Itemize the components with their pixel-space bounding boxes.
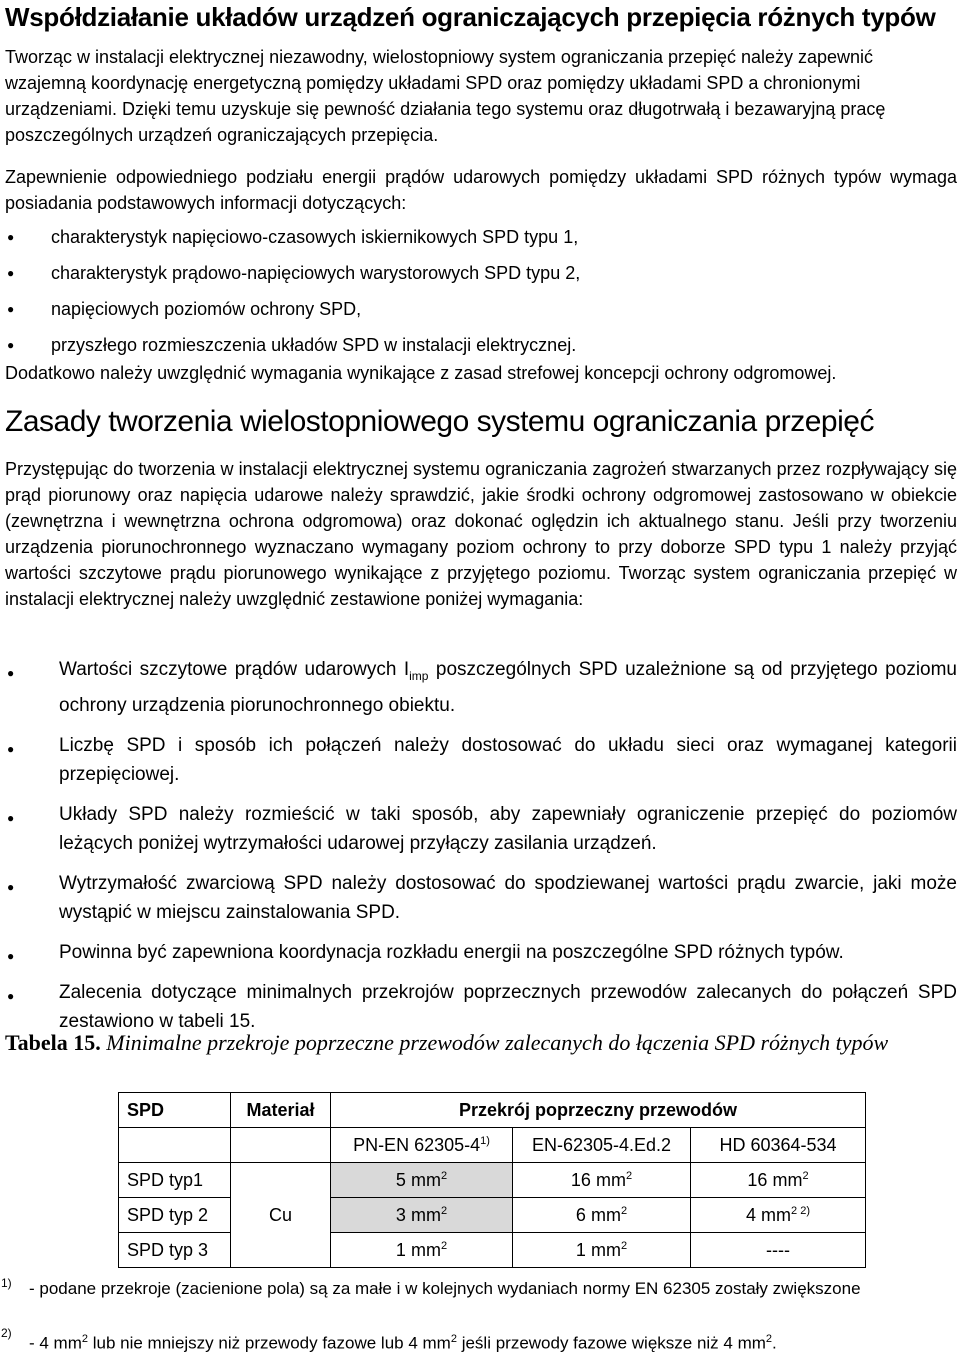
value-unit-exp: 2 <box>620 1239 628 1252</box>
spd-type-cell: SPD typ 3 <box>119 1233 231 1268</box>
standard-1-text: PN-EN 62305-4 <box>353 1134 481 1155</box>
bullet-icon: ● <box>7 988 15 1003</box>
header-standard-1 <box>331 1128 513 1163</box>
value-unit-exp: 2 <box>440 1239 448 1252</box>
bullet-icon: ● <box>7 879 15 894</box>
value-cell-empty: ---- <box>691 1233 866 1268</box>
bullet-icon: ● <box>7 230 15 244</box>
list-item-text-pre: Wartości szczytowe prądów udarowych I <box>59 659 410 680</box>
table-caption <box>5 1029 957 1057</box>
section1-paragraph-2: Zapewnienie odpowiedniego podziału energii prądów udarowych pomiędzy układami SPD różnych typów wymaga posiadania podstawowych informacji dotyczących: <box>5 167 957 213</box>
bullet-icon: ● <box>7 810 15 825</box>
value-unit: mm <box>410 1239 441 1260</box>
list-item <box>5 655 957 720</box>
footnote-2-exp: 2 <box>81 1333 89 1345</box>
value-cell <box>331 1233 513 1268</box>
value-unit-exp: 2 <box>620 1204 628 1217</box>
value-unit: mm <box>410 1204 441 1225</box>
value-unit-exp: 2 <box>802 1169 809 1182</box>
bullet-icon: ● <box>7 302 15 316</box>
spd-cross-section-table <box>118 1092 866 1268</box>
standard-1-footnote-mark: 1) <box>480 1134 490 1147</box>
value-number: 1 <box>395 1239 406 1260</box>
value-unit-exp: 2 <box>625 1169 633 1182</box>
list-item <box>5 260 957 296</box>
header-cross-section: Przekrój poprzeczny przewodów <box>331 1093 866 1128</box>
section1-paragraph-3: Dodatkowo należy uwzględnić wymagania wynikające z zasad strefowej koncepcji ochrony odgromowej. <box>5 363 837 383</box>
footnote-2-part: jeśli przewody fazowe większe niż 4 mm <box>456 1333 766 1353</box>
list-item-text: Powinna być zapewniona koordynacja rozkładu energii na poszczególne SPD różnych typów. <box>59 941 844 963</box>
header-standard-3: HD 60364-534 <box>691 1128 866 1163</box>
list-item <box>5 978 957 1036</box>
value-cell <box>513 1233 691 1268</box>
value-unit-exp: 2 <box>440 1204 448 1217</box>
list-item-text: Wytrzymałość zwarciową SPD należy dostosować do spodziewanej wartości prądu zwarcie, jaki może wystąpić w miejscu zainstalowania SPD. <box>59 872 957 923</box>
table-standards-row <box>119 1128 866 1163</box>
table-header-row <box>119 1093 866 1128</box>
section1-title: Współdziałanie układów urządzeń ograniczających przepięcia różnych typów <box>5 2 936 32</box>
footnote-1-text: - podane przekroje (zacienione pola) są za małe i w kolejnych wydaniach normy EN 62305 zostały zwiększone <box>29 1279 861 1298</box>
table-cell-empty <box>231 1128 331 1163</box>
header-standard-2: EN-62305-4.Ed.2 <box>513 1128 691 1163</box>
list-item-text: napięciowych poziomów ochrony SPD, <box>51 299 362 319</box>
list-item <box>5 869 957 927</box>
value-cell <box>691 1198 866 1233</box>
list-item-subscript: imp <box>409 668 429 683</box>
table-label: Tabela 15. <box>5 1030 101 1055</box>
value-unit-exp-note: 2 2) <box>791 1204 810 1217</box>
value-number: 16 <box>747 1169 768 1190</box>
value-cell <box>691 1163 866 1198</box>
footnote-1-mark: 1) <box>1 1276 12 1290</box>
list-item <box>5 731 957 789</box>
value-cell <box>513 1163 691 1198</box>
bullet-icon: ● <box>7 948 15 963</box>
header-spd: SPD <box>119 1093 231 1128</box>
list-item-text-post: poszczególnych SPD uzależnione są od przyjętego poziomu ochrony urządzenia piorunochronnego obiektu. <box>59 659 957 716</box>
value-unit: mm <box>761 1204 792 1225</box>
value-number: 5 <box>395 1169 406 1190</box>
list-item-text: Liczbę SPD i sposób ich połączeń należy dostosować do układu sieci oraz wymaganej kategorii przepięciowej. <box>59 734 957 785</box>
bullet-icon: ● <box>7 266 15 280</box>
section2-bullet-list <box>5 655 957 1047</box>
list-item <box>5 296 957 332</box>
value-number: 16 <box>570 1169 591 1190</box>
footnote-2-exp: 2 <box>450 1333 457 1345</box>
footnote-2-part: - 4 mm <box>29 1333 82 1353</box>
section2-title: Zasady tworzenia wielostopniowego systemu ograniczania przepięć <box>5 405 874 438</box>
spd-type-cell: SPD typ1 <box>119 1163 231 1198</box>
value-unit: mm <box>772 1169 803 1190</box>
section1-bullet-list <box>5 224 957 368</box>
value-number: 6 <box>575 1204 586 1225</box>
value-number: 4 <box>746 1204 757 1225</box>
value-unit: mm <box>410 1169 441 1190</box>
table-row <box>119 1163 866 1198</box>
value-unit: mm <box>595 1169 626 1190</box>
footnote-2-part: . <box>772 1333 777 1353</box>
header-material: Materiał <box>231 1093 331 1128</box>
list-item <box>5 224 957 260</box>
list-item-text: Układy SPD należy rozmieścić w taki sposób, aby zapewniały ograniczenie przepięć do poziomów leżących poniżej wytrzymałości udarowej przyłączy zasilania urządzeń. <box>59 803 957 854</box>
spd-type-cell: SPD typ 2 <box>119 1198 231 1233</box>
list-item-text: charakterystyk prądowo-napięciowych warystorowych SPD typu 2, <box>51 263 581 283</box>
list-item-text: charakterystyk napięciowo-czasowych iskiernikowych SPD typu 1, <box>51 227 579 247</box>
section1-paragraph-1: Tworząc w instalacji elektrycznej niezawodny, wielostopniowy system ograniczania przepięć należy zapewnić wzajemną koordynację energetyczną pomiędzy układami SPD oraz pomiędzy układami SPD a chronionymi urządzeniami. Dzięki temu uzyskuje się pewność działania tego systemu oraz długotrwałą i bezawaryjną pracę poszczególnych urządzeń ograniczających przepięcia. <box>5 47 886 145</box>
list-item-text: przyszłego rozmieszczenia układów SPD w instalacji elektrycznej. <box>51 335 577 355</box>
footnote-2-part: lub nie mniejszy niż przewody fazowe lub 4 mm <box>88 1333 451 1353</box>
footnote-2-text <box>29 1328 957 1355</box>
list-item-text: Zalecenia dotyczące minimalnych przekrojów poprzecznych przewodów zalecanych do połączeń SPD zestawiono w tabeli 15. <box>59 981 957 1032</box>
list-item <box>5 938 957 967</box>
value-number: 3 <box>395 1204 406 1225</box>
value-cell <box>513 1198 691 1233</box>
value-unit: mm <box>590 1239 621 1260</box>
list-item <box>5 800 957 858</box>
table-caption-text: Minimalne przekroje poprzeczne przewodów zalecanych do łączenia SPD różnych typów <box>106 1030 889 1055</box>
value-cell <box>331 1198 513 1233</box>
footnote-2-mark: 2) <box>1 1326 12 1340</box>
material-cell: Cu <box>231 1163 331 1268</box>
value-cell <box>331 1163 513 1198</box>
bullet-icon: ● <box>7 666 15 680</box>
value-unit-exp: 2 <box>440 1169 448 1182</box>
value-unit: mm <box>590 1204 621 1225</box>
bullet-icon: ● <box>7 338 15 352</box>
section2-paragraph-1: Przystępując do tworzenia w instalacji elektrycznej systemu ograniczania zagrożeń stwarzanych przez rozpływający się prąd piorunowy oraz napięcia udarowe należy sprawdzić, jakie środki ochrony odgromowej zastosowano w obiekcie (zewnętrzna i wewnętrzna ochrona odgromowa) oraz dokonać oględzin ich aktualnego stanu. Jeśli przy tworzeniu urządzenia piorunochronnego wyznaczano wymagany poziom ochrony to przy doborze SPD typu 1 należy przyjąć wartości szczytowe prądu piorunowego wynikające z przyjętego poziomu. Tworząc system ograniczania przepięć w instalacji elektrycznej należy uwzględnić zestawione poniżej wymagania: <box>5 459 957 609</box>
footnote-2-exp: 2 <box>765 1333 773 1345</box>
table-cell-empty <box>119 1128 231 1163</box>
bullet-icon: ● <box>7 741 15 756</box>
value-number: 1 <box>575 1239 586 1260</box>
